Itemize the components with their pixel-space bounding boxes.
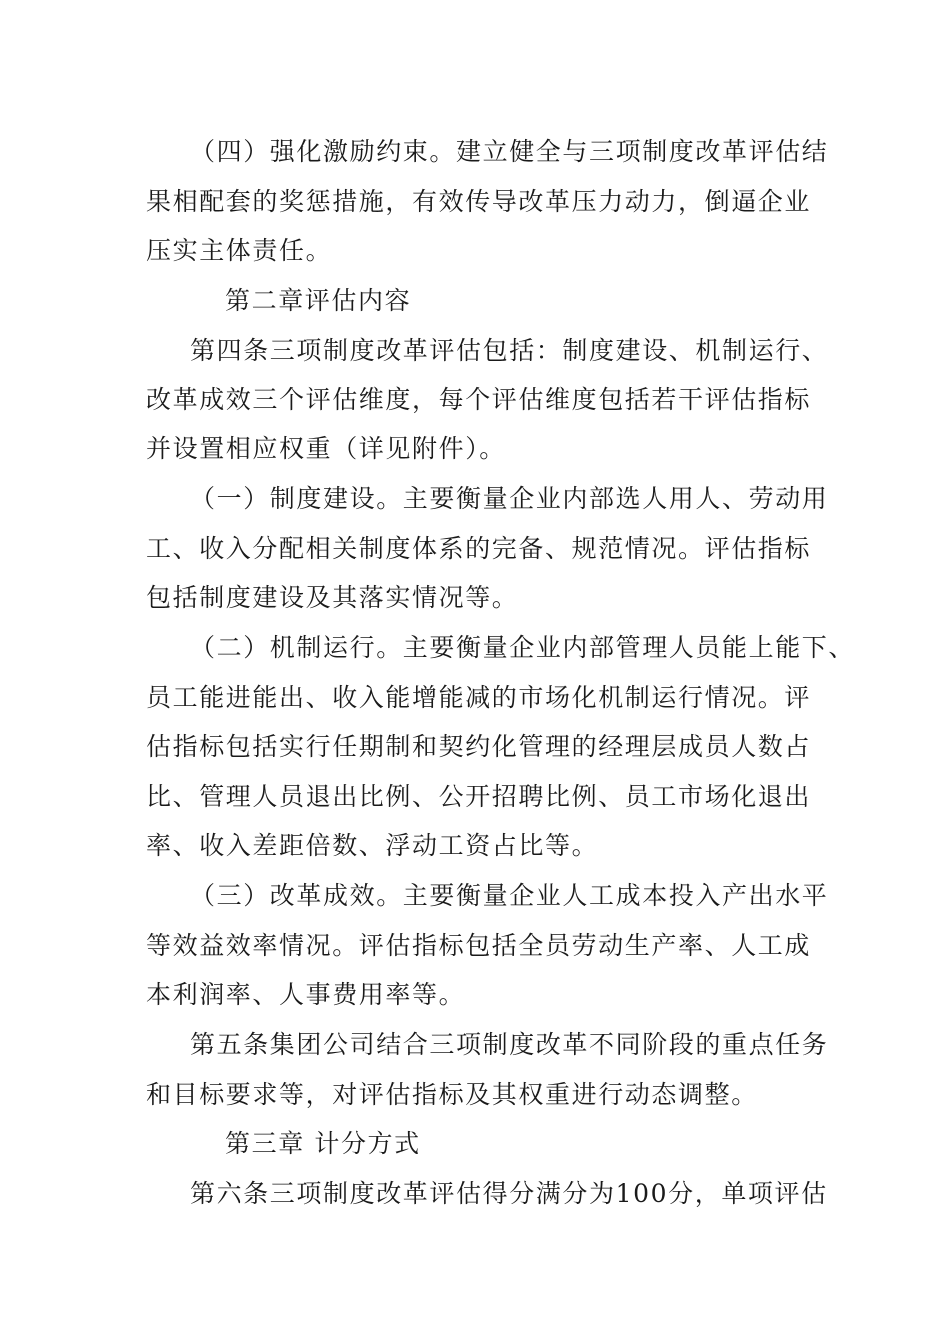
item-2-line-4: 比、管理人员退出比例、公开招聘比例、员工市场化退出 <box>146 782 812 811</box>
item-3-line-1: （三）改革成效。主要衡量企业人工成本投入产出水平 <box>190 881 829 910</box>
item-1-line-2: 工、收入分配相关制度体系的完备、规范情况。评估指标 <box>146 534 812 563</box>
item-3-line-2: 等效益效率情况。评估指标包括全员劳动生产率、人工成 <box>146 931 812 960</box>
chapter-2-heading: 第二章评估内容 <box>225 286 412 315</box>
article-5-line-1: 第五条集团公司结合三项制度改革不同阶段的重点任务 <box>190 1030 829 1059</box>
chapter-3-heading: 第三章 计分方式 <box>225 1129 421 1158</box>
item-2-line-2: 员工能进能出、收入能增能减的市场化机制运行情况。评 <box>146 683 812 712</box>
article-6-line-1: 第六条三项制度改革评估得分满分为100分，单项评估 <box>190 1179 828 1208</box>
paragraph-4-line-3: 压实主体责任。 <box>146 236 333 265</box>
paragraph-4-line-2: 果相配套的奖惩措施，有效传导改革压力动力，倒逼企业 <box>146 187 812 216</box>
item-1-line-1: （一）制度建设。主要衡量企业内部选人用人、劳动用 <box>190 484 829 513</box>
item-2-line-5: 率、收入差距倍数、浮动工资占比等。 <box>146 831 599 860</box>
item-2-line-1: （二）机制运行。主要衡量企业内部管理人员能上能下、 <box>190 633 856 662</box>
article-4-line-2: 改革成效三个评估维度，每个评估维度包括若干评估指标 <box>146 385 812 414</box>
item-2-line-3: 估指标包括实行任期制和契约化管理的经理层成员人数占 <box>146 732 812 761</box>
article-5-line-2: 和目标要求等，对评估指标及其权重进行动态调整。 <box>146 1080 758 1109</box>
item-3-line-3: 本利润率、人事费用率等。 <box>146 980 466 1009</box>
paragraph-4-line-1: （四）强化激励约束。建立健全与三项制度改革评估结 <box>190 137 829 166</box>
item-1-line-3: 包括制度建设及其落实情况等。 <box>146 583 519 612</box>
article-4-line-3: 并设置相应权重（详见附件）。 <box>146 434 506 463</box>
article-4-line-1: 第四条三项制度改革评估包括：制度建设、机制运行、 <box>190 336 829 365</box>
